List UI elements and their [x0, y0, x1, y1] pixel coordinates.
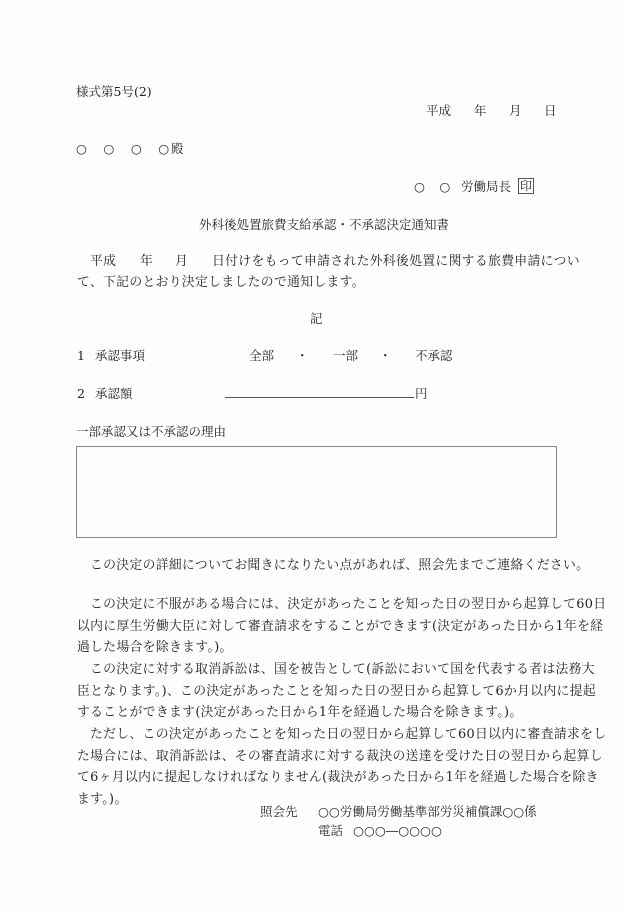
- seal-stamp: 印: [520, 179, 533, 193]
- paragraph-line: 臣となります。)、この決定があったことを知った日の翌日から起算して6か月以内に提起: [77, 684, 597, 699]
- option-separator: ・: [379, 348, 392, 363]
- phone-number: ○○○―○○○○: [353, 823, 442, 838]
- phone-label: 電話: [318, 823, 344, 838]
- intro-line-2: て、下記のとおり決定しましたので通知します。: [77, 275, 365, 290]
- option-partial[interactable]: 一部: [333, 348, 359, 363]
- sender-office: ○ ○: [414, 179, 452, 194]
- addressee-name: ○ ○ ○ ○: [76, 141, 172, 156]
- intro-year: 年: [140, 254, 154, 269]
- paragraph-line: することができます(決定があった日から1年を経過した場合を除きます。)。: [77, 705, 523, 720]
- item-label: 承認事項: [95, 348, 146, 363]
- reason-field[interactable]: [76, 446, 557, 538]
- item-number: 1: [77, 348, 85, 363]
- item-label: 承認額: [95, 386, 133, 401]
- item-number: 2: [77, 386, 85, 401]
- contact-notice: この決定の詳細についてお聞きになりたい点があれば、照会先までご連絡ください。: [90, 558, 590, 573]
- intro-era: 平成: [90, 254, 117, 269]
- date-day: 日: [544, 103, 557, 118]
- amount-underline: [225, 397, 414, 398]
- contact-department: ○○労働局労働基準部労災補償課○○係: [318, 804, 537, 819]
- paragraph-line: ただし、この決定があったことを知った日の翌日から起算して60日以内に審査請求をし: [90, 727, 607, 742]
- option-full[interactable]: 全部: [249, 348, 275, 363]
- option-separator: ・: [296, 348, 309, 363]
- sender-title: 労働局長: [461, 179, 512, 194]
- contact-label: 照会先: [260, 804, 298, 819]
- intro-rest: 日付けをもって申請された外科後処置に関する旅費申請につい: [212, 254, 580, 269]
- paragraph-line: て6ヶ月以内に提起しなければなりません(裁決があった日から1年を経過した場合を除き: [77, 770, 599, 785]
- intro-month: 月: [175, 254, 189, 269]
- paragraph-line: 過した場合を除きます。)。: [77, 640, 233, 655]
- ki-heading: 記: [310, 311, 323, 326]
- document-title: 外科後処置旅費支給承認・不承認決定通知書: [199, 217, 450, 232]
- paragraph-line: 以内に厚生労働大臣に対して審査請求をすることができます(決定があった日から1年を経: [77, 619, 604, 634]
- reason-label: 一部承認又は不承認の理由: [76, 424, 227, 439]
- form-number: 様式第5号(2): [76, 84, 152, 99]
- date-month: 月: [509, 103, 522, 118]
- paragraph-line: ます。)。: [77, 792, 128, 807]
- option-rejected[interactable]: 不承認: [415, 348, 453, 363]
- paragraph-line: この決定に対する取消訴訟は、国を被告として(訴訟において国を代表する者は法務大: [90, 662, 595, 677]
- addressee-honorific: 殿: [171, 141, 184, 156]
- date-era: 平成: [426, 103, 452, 118]
- amount-unit: 円: [415, 386, 428, 401]
- date-year: 年: [474, 103, 487, 118]
- paragraph-line: た場合には、取消訴訟は、その審査請求に対する裁決の送達を受けた日の翌日から起算し: [77, 749, 603, 764]
- paragraph-line: この決定に不服がある場合には、決定があったことを知った日の翌日から起算して60日: [90, 597, 607, 612]
